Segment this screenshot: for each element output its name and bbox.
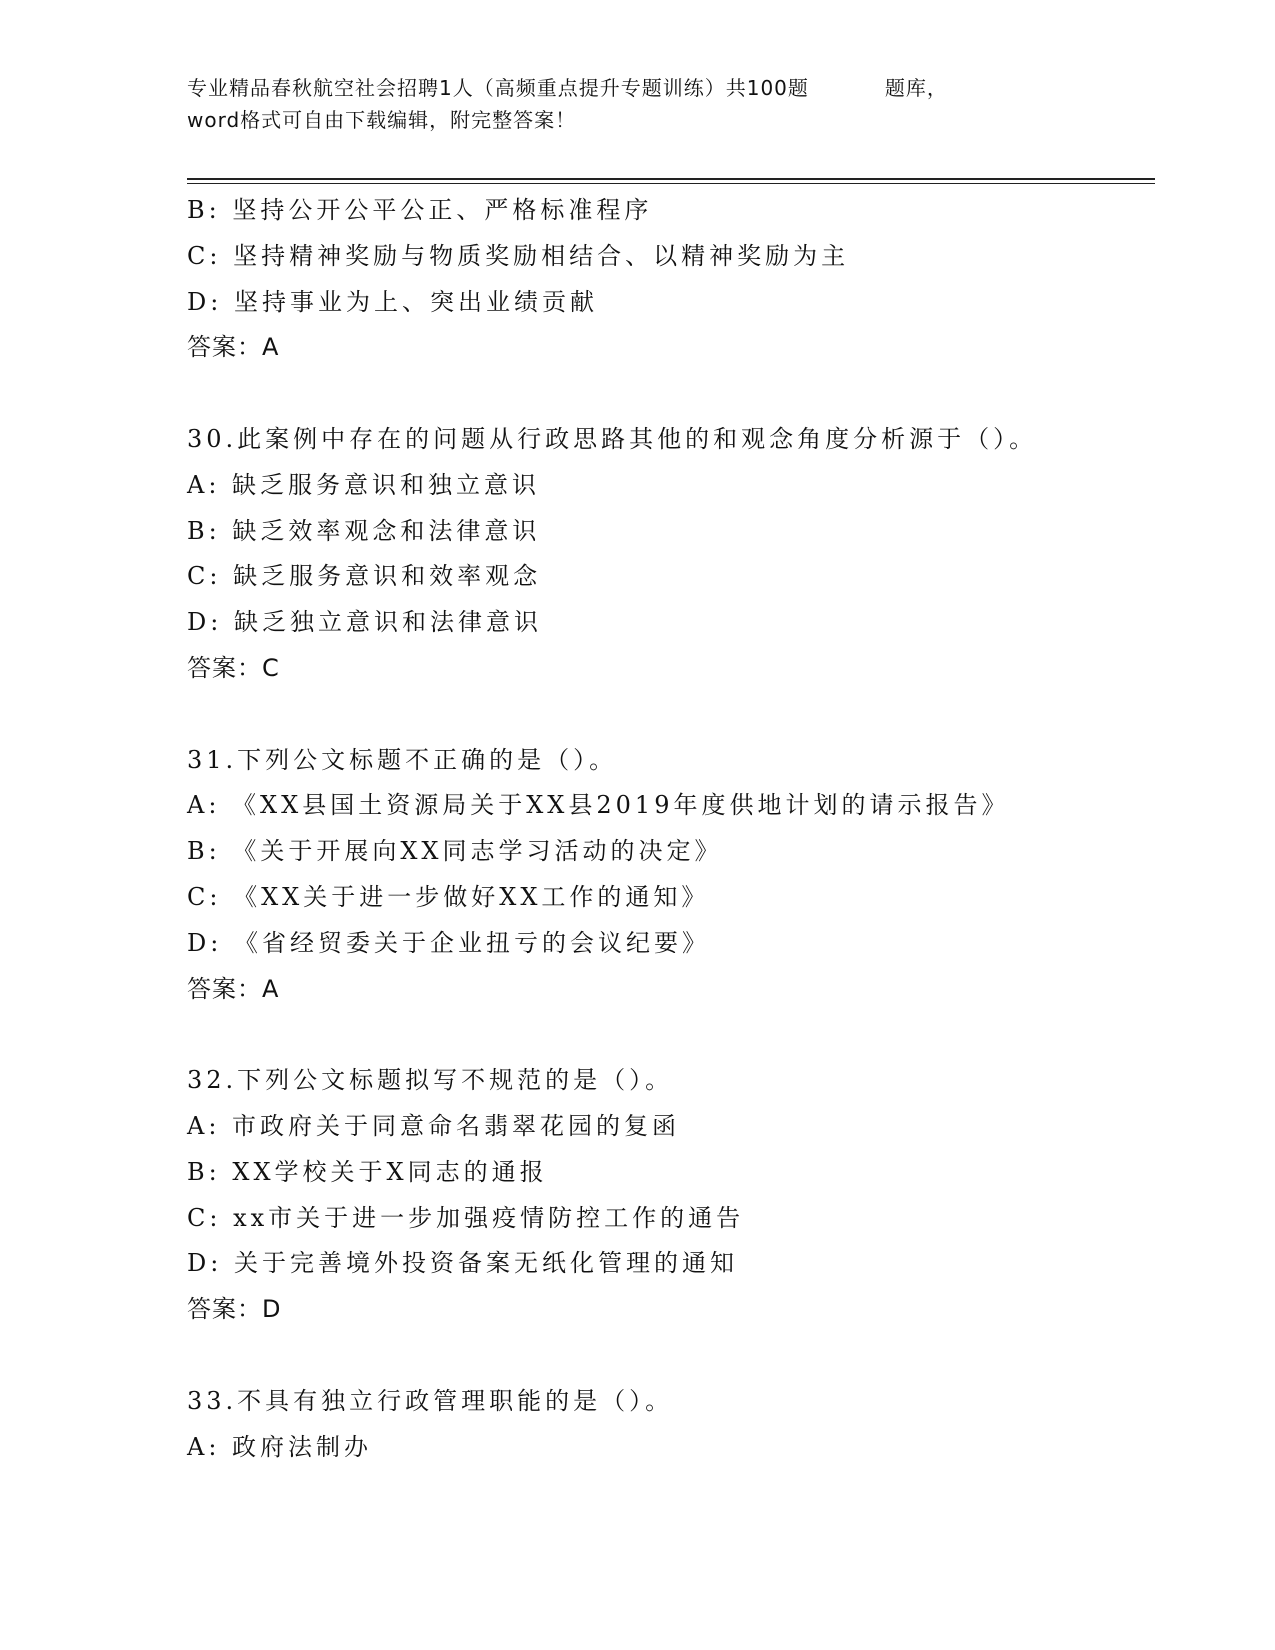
- option-a: A: 《XX县国土资源局关于XX县2019年度供地计划的请示报告》: [187, 791, 1010, 820]
- header-rule-thick: [187, 178, 1155, 180]
- question-block-33: [187, 1379, 1155, 1471]
- option-b: B: 坚持公开公平公正、严格标准程序: [187, 196, 653, 224]
- option-d: D: 关于完善境外投资备案无纸化管理的通知: [187, 1249, 738, 1278]
- option-c: C: 《XX关于进一步做好XX工作的通知》: [187, 882, 710, 911]
- option-b: B: 《关于开展向XX同志学习活动的决定》: [187, 837, 723, 866]
- page-header: [187, 72, 1067, 136]
- option-c: C: 坚持精神奖励与物质奖励相结合、以精神奖励为主: [187, 241, 850, 270]
- header-line-2: word格式可自由下载编辑，附完整答案！: [187, 108, 577, 132]
- question-stem: 32.下列公文标题拟写不规范的是（）。: [187, 1066, 674, 1095]
- header-title-tail: 题库，: [884, 76, 948, 100]
- option-d: D: 缺乏独立意识和法律意识: [187, 608, 542, 637]
- question-block-31: [187, 738, 1155, 1013]
- question-stem: 30.此案例中存在的问题从行政思路其他的和观念角度分析源于（）。: [187, 424, 1038, 453]
- option-c: C: 缺乏服务意识和效率观念: [187, 562, 542, 591]
- option-d: D: 坚持事业为上、突出业绩贡献: [187, 287, 598, 316]
- answer-line: 答案：C: [187, 653, 280, 682]
- option-c: C: xx市关于进一步加强疫情防控工作的通告: [187, 1203, 745, 1232]
- option-b: B: 缺乏效率观念和法律意识: [187, 516, 541, 545]
- question-stem: 31.下列公文标题不正确的是（）。: [187, 745, 618, 774]
- question-block-30: [187, 417, 1155, 692]
- header-rule-thin: [187, 183, 1155, 184]
- answer-line: 答案：A: [187, 333, 280, 362]
- question-block-29: [187, 188, 1155, 371]
- option-a: A: 市政府关于同意命名翡翠花园的复函: [187, 1111, 681, 1140]
- option-d: D: 《省经贸委关于企业扭亏的会议纪要》: [187, 928, 710, 957]
- header-line-1: [187, 72, 1067, 104]
- question-stem: 33.不具有独立行政管理职能的是（）。: [187, 1386, 674, 1415]
- answer-line: 答案：D: [187, 1295, 282, 1324]
- answer-line: 答案：A: [187, 974, 280, 1003]
- option-a: A: 政府法制办: [187, 1432, 373, 1461]
- option-b: B: XX学校关于X同志的通报: [187, 1157, 548, 1186]
- document-body: [187, 188, 1155, 1470]
- header-title: 专业精品春秋航空社会招聘1人（高频重点提升专题训练）共100题: [187, 76, 809, 100]
- option-a: A: 缺乏服务意识和独立意识: [187, 470, 541, 499]
- question-block-32: [187, 1058, 1155, 1333]
